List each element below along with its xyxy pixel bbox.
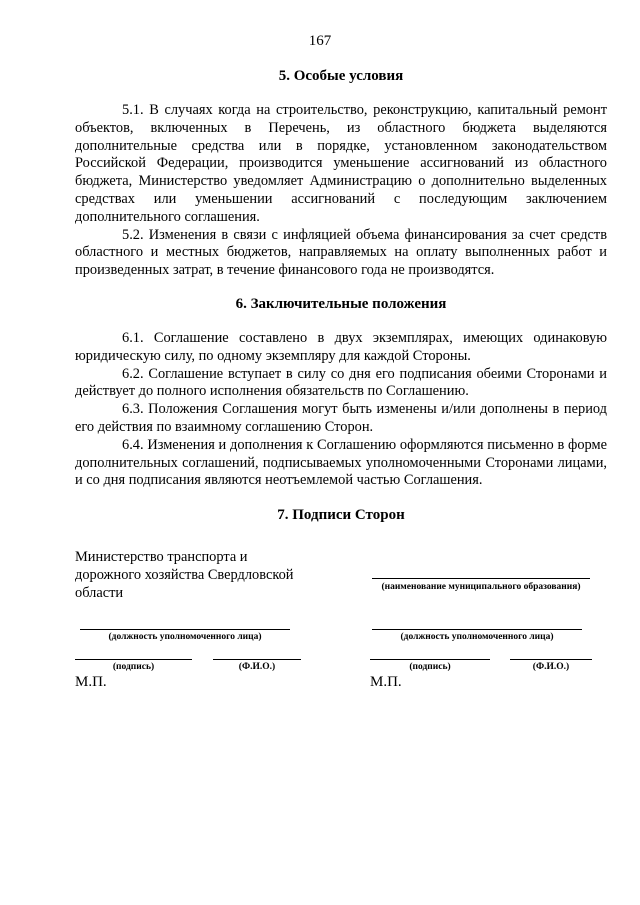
- municipality-name-caption: (наименование муниципального образования): [381, 582, 581, 592]
- section6-paragraph-3: 6.3. Положения Соглашения могут быть изменены и/или дополнены в период его действия по взаимному соглашению Сторон.: [75, 401, 607, 435]
- right-name-line: [510, 659, 592, 660]
- section6-title: 6. Заключительные положения: [235, 295, 447, 312]
- left-signature-line: [75, 659, 192, 660]
- right-position-caption: (должность уполномоченного лица): [400, 632, 554, 642]
- right-position-line: [372, 629, 582, 630]
- signature-block: [75, 548, 607, 708]
- page-number: 167: [308, 33, 332, 49]
- section5-title: 5. Особые условия: [278, 68, 404, 84]
- left-name-caption: (Ф.И.О.): [238, 662, 276, 672]
- left-party-line-3: области: [75, 585, 124, 601]
- section7-title: 7. Подписи Сторон: [277, 507, 405, 524]
- left-position-line: [80, 629, 290, 630]
- right-name-caption: (Ф.И.О.): [532, 662, 570, 672]
- section5-paragraph-2: 5.2. Изменения в связи с инфляцией объема финансирования за счет средств областного и местных бюджетов, направляемых на оплату выполненных работ и произведенных затрат, в течение финансового года не производятся.: [75, 226, 607, 279]
- right-signature-caption: (подпись): [409, 662, 451, 672]
- section6-paragraph-2: 6.2. Соглашение вступает в силу со дня его подписания обеими Сторонами и действует до полного исполнения обязательств по Соглашению.: [75, 365, 607, 400]
- left-name-line: [213, 659, 301, 660]
- left-party-line-2: дорожного хозяйства Свердловской: [75, 567, 294, 583]
- right-seal-label: М.П.: [370, 674, 402, 690]
- right-signature-line: [370, 659, 490, 660]
- left-seal-label: М.П.: [75, 674, 107, 690]
- section6-paragraph-4: 6.4. Изменения и дополнения к Соглашению оформляются письменно в форме дополнительных соглашений, подписываемых уполномоченными Сторонами лицами, и со дня подписания являются неотъемлемой частью Соглашения.: [75, 436, 607, 489]
- left-party-line-1: Министерство транспорта и: [75, 549, 248, 565]
- municipality-name-line: [372, 578, 590, 579]
- left-party-name: [75, 548, 335, 602]
- section6-paragraph-1: 6.1. Соглашение составлено в двух экземплярах, имеющих одинаковую юридическую силу, по одному экземпляру для каждой Стороны.: [75, 329, 607, 364]
- left-signature-caption: (подпись): [112, 662, 155, 672]
- left-position-caption: (должность уполномоченного лица): [108, 632, 262, 642]
- section5-paragraph-1: 5.1. В случаях когда на строительство, реконструкцию, капитальный ремонт объектов, включенных в Перечень, из областного бюджета выделяются дополнительные средства или в порядке, установленном законодательством Российской Федерации, производится уменьшение ассигнований из областного бюджета, Министерство уведомляет Администрацию о дополнительно выделенных средствах или уменьшении ассигнований с последующим заключением дополнительного соглашения.: [75, 102, 607, 225]
- document-body: [75, 64, 607, 539]
